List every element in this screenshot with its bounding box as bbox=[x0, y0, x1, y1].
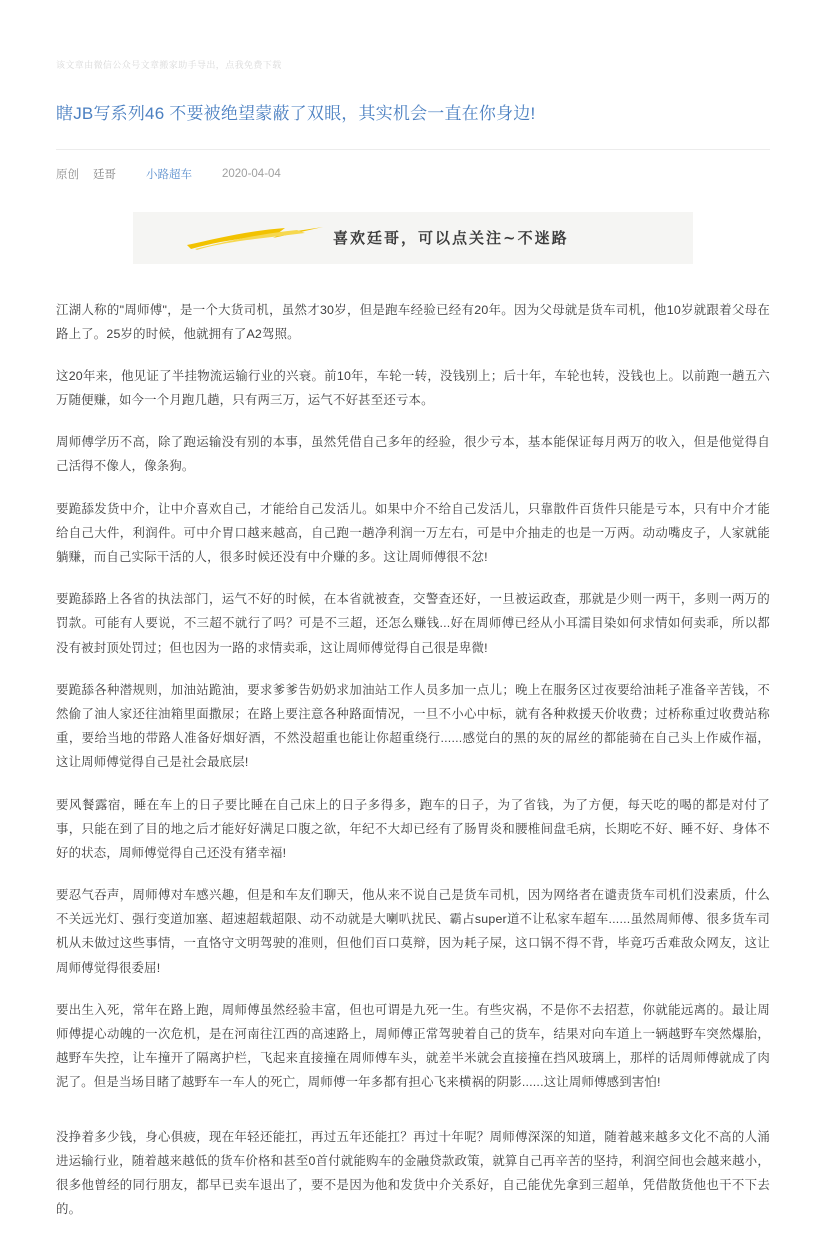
arrow-swoosh-icon bbox=[185, 225, 325, 251]
follow-banner-text: 喜欢廷哥，可以点关注~不迷路 bbox=[333, 229, 569, 247]
page-title: 瞎JB写系列46 不要被绝望蒙蔽了双眼，其实机会一直在你身边! bbox=[56, 104, 536, 123]
paragraph: 要风餐露宿，睡在车上的日子要比睡在自己床上的日子多得多，跑车的日子，为了省钱，为了方便，每天吃的喝的都是对付了事，只能在到了目的地之后才能好好满足口腹之欲，年纪不大却已经有了肠胃炎和腰椎间盘毛病，长期吃不好、睡不好、身体不好的状态，周师傅觉得自己还没有猪幸福! bbox=[56, 797, 770, 860]
article-body bbox=[56, 298, 770, 1222]
article-meta bbox=[56, 166, 770, 182]
meta-author: 廷哥 bbox=[93, 168, 116, 181]
meta-original-badge: 原创 bbox=[56, 168, 79, 181]
paragraph: 要出生入死，常年在路上跑，周师傅虽然经验丰富，但也可谓是九死一生。有些灾祸，不是你不去招惹，你就能远离的。最让周师傅提心动魄的一次危机，是在河南往江西的高速路上，周师傅正常驾驶着自己的货车，结果对向车道上一辆越野车突然爆胎，越野车失控，让车撞开了隔离护栏，飞起来直接撞在周师傅车头，就差半米就会直接撞在挡风玻璃上，那样的话周师傅就成了肉泥了。但是当场目睹了越野车一车人的死亡，周师傅一年多都有担心飞来横祸的阴影......这让周师傅感到害怕! bbox=[56, 1002, 770, 1090]
paragraph: 这20年来，他见证了半挂物流运输行业的兴衰。前10年，车轮一转，没钱别上；后十年，车轮也转，没钱也上。以前跑一趟五六万随便赚，如今一个月跑几趟，只有两三万，运气不好甚至还亏本。 bbox=[56, 368, 770, 408]
meta-account-link[interactable]: 小路超车 bbox=[146, 168, 192, 181]
paragraph: 要跪舔各种潜规则，加油站跪油，要求爹爹告奶奶求加油站工作人员多加一点儿；晚上在服务区过夜要给油耗子准备辛苦钱，不然偷了油人家还往油箱里面撒尿；在路上要注意各种路面情况，一旦不小心中标，就有各种救援天价收费；过桥称重过收费站称重，要给当地的带路人准备好烟好酒，不然没超重也能让你超重绕行......感觉白的黑的灰的屌丝的都能骑在自己头上作威作福，这让周师傅觉得自己是社会最底层! bbox=[56, 682, 770, 770]
meta-date: 2020-04-04 bbox=[222, 167, 281, 180]
paragraph: 周师傅学历不高，除了跑运输没有别的本事，虽然凭借自己多年的经验，很少亏本，基本能保证每月两万的收入，但是他觉得自己活得不像人，像条狗。 bbox=[56, 435, 770, 474]
paragraph: 要跪舔发货中介，让中介喜欢自己，才能给自己发活儿。如果中介不给自己发活儿，只靠散件百货件只能是亏本，只有中介才能给自己大件，利润件。可中介胃口越来越高，自己跑一趟净利润一万左右，可是中介抽走的也是一万两。动动嘴皮子，人家就能躺赚，而自己实际干活的人，很多时候还没有中介赚的多。这让周师傅很不忿! bbox=[56, 501, 770, 564]
paragraph: 要跪舔路上各省的执法部门，运气不好的时候，在本省就被查，交警查还好，一旦被运政查，那就是少则一两干，多则一两万的罚款。可能有人要说，不三超不就行了吗？可是不三超，还怎么赚钱...好在周师傅已经从小耳濡目染如何求情如何卖乖，所以都没有被封顶处罚过；但也因为一路的求情卖乖，这让周师傅觉得自己很是卑微! bbox=[56, 592, 770, 655]
watermark-notice: 该文章由微信公众号文章搬家助手导出，点我免费下载 bbox=[56, 60, 282, 70]
divider bbox=[56, 149, 770, 150]
follow-banner[interactable] bbox=[133, 212, 693, 264]
paragraph: 没挣着多少钱，身心俱疲，现在年轻还能扛，再过五年还能扛？再过十年呢？周师傅深深的知道，随着越来越多文化不高的人涌进运输行业，随着越来越低的货车价格和甚至0首付就能购车的金融贷款政策，就算自己再辛苦的坚持，利润空间也会越来越小，很多他曾经的同行朋友，都早已卖车退出了，要不是因为他和发货中介关系好，自己能优先拿到三超单，凭借散货他也干不下去的。 bbox=[56, 1129, 770, 1217]
paragraph: 江湖人称的"周师傅"，是一个大货司机，虽然才30岁，但是跑车经验已经有20年。因为父母就是货车司机，他10岁就跟着父母在路上了。25岁的时候，他就拥有了A2驾照。 bbox=[56, 302, 770, 341]
paragraph: 要忍气吞声，周师傅对车感兴趣，但是和车友们聊天，他从来不说自己是货车司机，因为网络者在谴责货车司机们没素质，什么不关远光灯、强行变道加塞、超速超载超限、动不动就是大喇叭扰民、霸占super道不让私家车超车......虽然周师傅、很多货车司机从未做过这些事情，一直恪守文明驾驶的准则，但他们百口莫辩，因为耗子屎，这口锅不得不背，毕竟巧舌难敌众网友，这让周师傅觉得很委屈! bbox=[56, 888, 770, 975]
